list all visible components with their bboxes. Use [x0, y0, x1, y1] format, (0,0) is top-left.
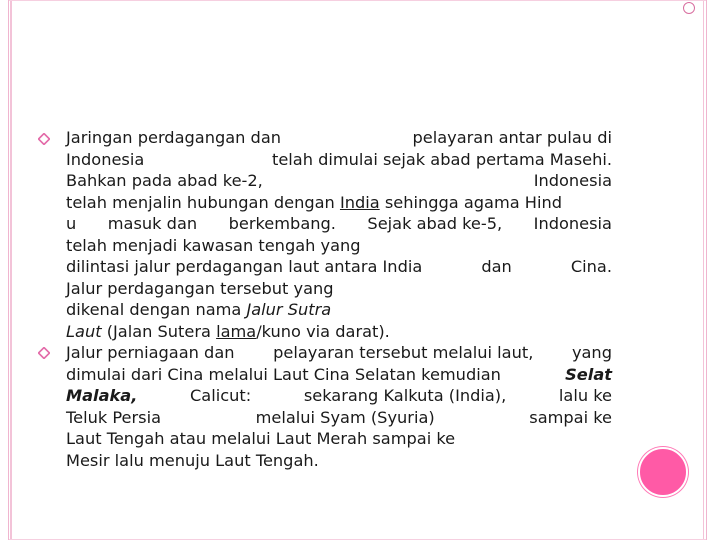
paragraph-2-line-1 — [66, 342, 612, 363]
text-segment: Mesir lalu menuju Laut Tengah. — [66, 450, 319, 470]
paragraph-1-line-3 — [66, 170, 612, 191]
text-segment: lalu ke — [558, 386, 612, 405]
text-segment: u — [66, 214, 77, 233]
small-circle-icon — [683, 2, 695, 14]
left-border-line-inner — [10, 0, 12, 540]
text-segment: melalui Syam (Syuria) — [255, 407, 435, 427]
paragraph-2-line-4 — [66, 407, 612, 428]
text-segment: berkembang. — [228, 214, 336, 233]
text-segment: Jalur perdagangan tersebut yang — [66, 278, 334, 298]
text-segment: Teluk Persia — [66, 407, 162, 427]
paragraph-2-line-3 — [66, 385, 612, 406]
text-segment: Jaringan perdagangan dan — [66, 128, 282, 147]
text-segment: /kuno via darat). — [256, 321, 390, 341]
paragraph-1-line-5 — [66, 213, 612, 234]
text-segment: telah menjalin hubungan dengan — [66, 192, 340, 212]
hollow-diamond-icon — [38, 347, 50, 359]
text-segment: Calicut: — [189, 386, 252, 405]
text-segment: telah menjadi kawasan tengah yang — [66, 235, 361, 255]
text-segment: telah dimulai sejak abad pertama Masehi. — [271, 149, 612, 169]
paragraph-2-line-2 — [66, 364, 612, 385]
paragraph-1-line-7 — [66, 256, 612, 277]
paragraph-1-line-4 — [66, 192, 612, 213]
malaka-bold-italic-text: Malaka, — [66, 386, 138, 405]
text-segment: Bahkan pada abad ke-2, — [66, 171, 263, 190]
india-underlined-text: India — [339, 192, 380, 212]
text-segment: dikenal dengan nama — [66, 300, 247, 319]
text-segment: dimulai dari Cina melalui Laut Cina Selatan kemudian — [66, 364, 507, 384]
paragraph-1-line-6 — [66, 235, 612, 256]
text-segment: yang — [571, 343, 612, 362]
right-border-line-inner — [703, 0, 704, 540]
text-segment: Indonesia — [533, 214, 612, 233]
text-segment: pelayaran antar pulau di — [412, 128, 612, 147]
paragraph-1-line-8 — [66, 278, 612, 299]
paragraph-1-line-9 — [66, 299, 612, 320]
text-segment: Laut Tengah atau melalui Laut Merah sampai ke — [66, 429, 456, 448]
paragraph-1-line-2 — [66, 149, 612, 170]
lama-underlined-text: lama — [216, 321, 257, 341]
laut-italic-text: Laut — [66, 321, 102, 341]
right-border-line — [706, 0, 707, 540]
text-segment: Cina. — [570, 257, 612, 276]
text-segment: Jalur perniagaan dan — [66, 343, 235, 362]
text-segment: masuk dan — [107, 214, 198, 233]
hollow-diamond-icon — [38, 133, 50, 145]
paragraph-2-line-6 — [66, 450, 612, 471]
text-segment: Indonesia — [66, 149, 145, 169]
text-segment: Indonesia — [533, 171, 612, 190]
text-segment: pelayaran tersebut melalui laut, — [273, 343, 534, 362]
text-segment: dilintasi jalur perdagangan laut antara India — [66, 257, 423, 276]
paragraph-2-line-5 — [66, 428, 612, 449]
text-segment: (Jalan Sutera — [101, 321, 217, 341]
text-segment: Sejak abad ke-5, — [367, 214, 503, 233]
text-segment: dan — [481, 257, 512, 276]
left-border-line — [8, 0, 9, 540]
paragraph-1-line-10 — [66, 321, 612, 342]
selat-bold-italic-text: Selat — [565, 364, 612, 384]
text-segment: sekarang Kalkuta (India), — [303, 386, 507, 405]
text-segment: sehingga agama Hind — [379, 192, 563, 212]
paragraph-1-line-1 — [66, 127, 612, 148]
top-border-line — [9, 0, 706, 1]
pink-circle-icon — [638, 447, 688, 497]
jalur-sutra-italic-text: Jalur Sutra — [246, 300, 332, 319]
text-segment: sampai ke — [529, 407, 612, 427]
